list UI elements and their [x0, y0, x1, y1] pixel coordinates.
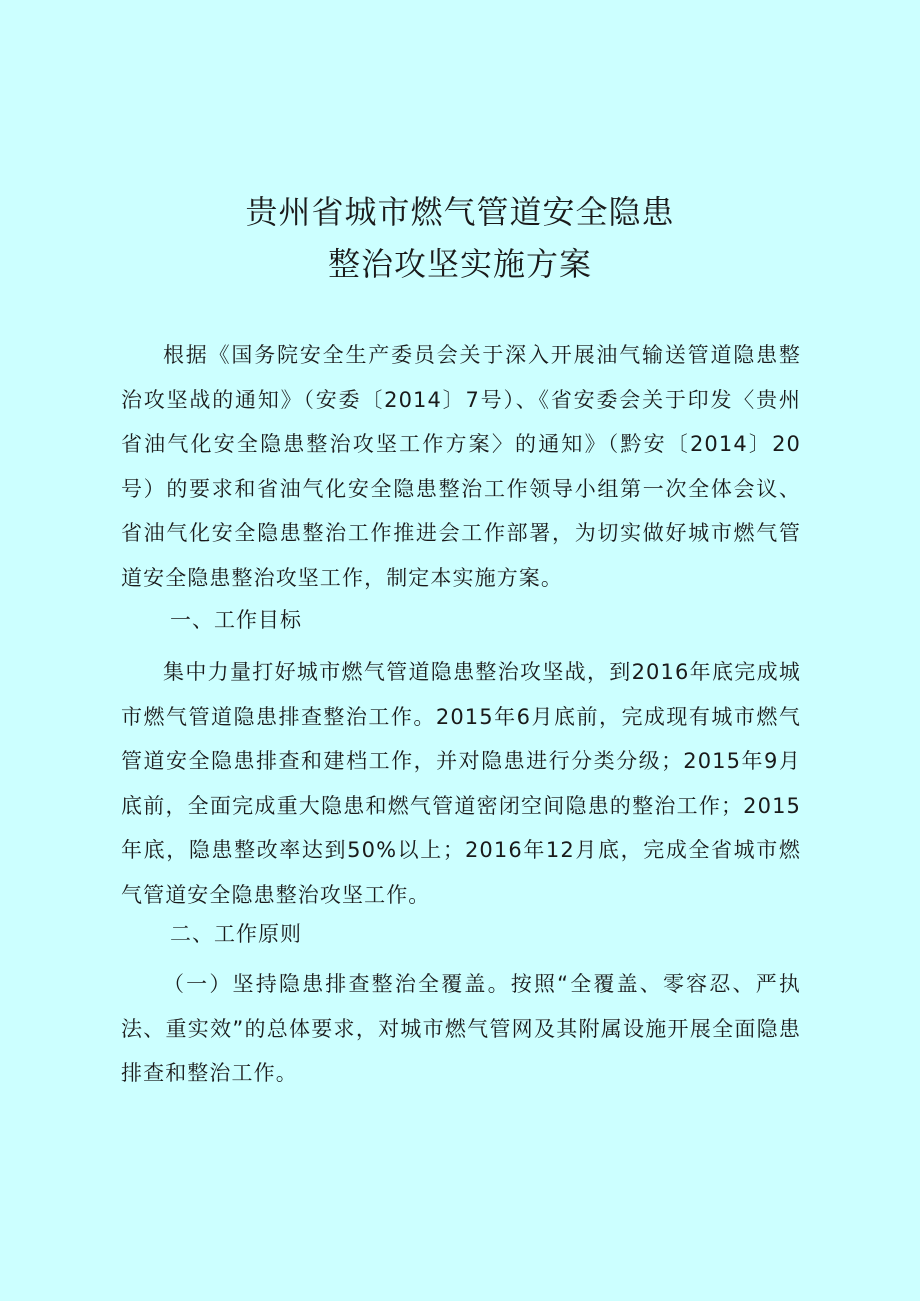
- section-heading-goals: 一、工作目标: [170, 608, 302, 632]
- document-title-line1: 贵州省城市燃气管道安全隐患: [245, 193, 675, 231]
- principles-paragraph: （一）坚持隐患排查整治全覆盖。按照“全覆盖、零容忍、严执法、重实效”的总体要求，对城市燃气管网及其附属设施开展全面隐患排查和整治工作。: [121, 972, 801, 1085]
- section-heading-principles: 二、工作原则: [170, 922, 302, 946]
- document-title-line2: 整治攻坚实施方案: [327, 245, 592, 283]
- goals-paragraph: 集中力量打好城市燃气管道隐患整治攻坚战，到2016年底完成城市燃气管道隐患排查整治工作。2015年6月底前，完成现有城市燃气管道安全隐患排查和建档工作，并对隐患进行分类分级；2015年9月底前，全面完成重大隐患和燃气管道密闭空间隐患的整治工作；2015年底，隐患整改率达到50%以上；2016年12月底，完成全省城市燃气管道安全隐患整治攻坚工作。: [121, 660, 801, 907]
- intro-paragraph: 根据《国务院安全生产委员会关于深入开展油气输送管道隐患整治攻坚战的通知》（安委〔2014〕7号）、《省安委会关于印发〈贵州省油气化安全隐患整治攻坚工作方案〉的通知》（黔安〔2014〕20号）的要求和省油气化安全隐患整治工作领导小组第一次全体会议、省油气化安全隐患整治工作推进会工作部署，为切实做好城市燃气管道安全隐患整治攻坚工作，制定本实施方案。: [121, 343, 801, 590]
